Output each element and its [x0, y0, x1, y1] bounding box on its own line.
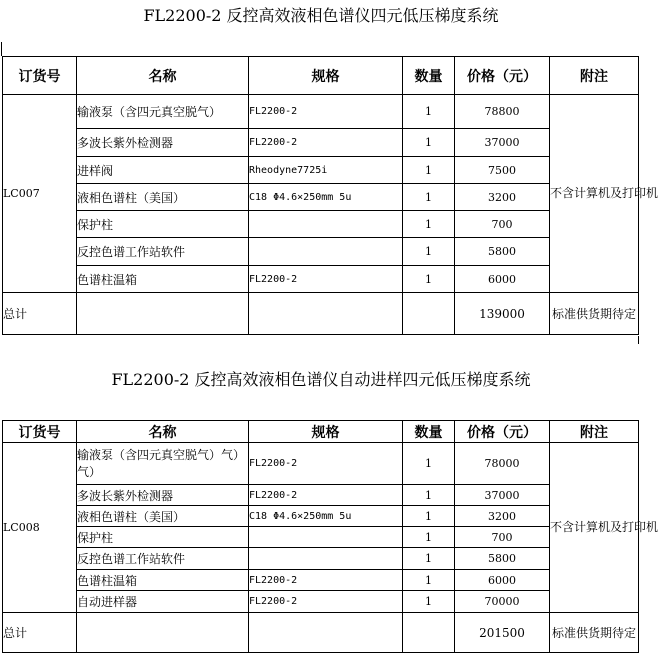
table-row — [3, 485, 639, 506]
item-name: 色谱柱温箱 — [77, 266, 249, 293]
item-price: 3200 — [455, 184, 550, 211]
item-price: 6000 — [455, 266, 550, 293]
item-spec: FL2200-2 — [249, 129, 403, 157]
item-name: 输液泵（含四元真空脱气）气）气） — [77, 443, 249, 485]
note-cell: 不含计算机及打印机 — [550, 443, 639, 613]
header-note: 附注 — [550, 421, 639, 443]
item-name: 保护柱 — [77, 527, 249, 548]
header-qty: 数量 — [403, 57, 455, 95]
item-qty: 1 — [403, 485, 455, 506]
total-note: 标准供货期待定 — [550, 293, 639, 335]
empty-cell — [77, 613, 249, 653]
item-name: 液相色谱柱（美国） — [77, 506, 249, 527]
item-name: 反控色谱工作站软件 — [77, 238, 249, 266]
item-qty: 1 — [403, 591, 455, 613]
item-spec: FL2200-2 — [249, 266, 403, 293]
header-note: 附注 — [550, 57, 639, 95]
item-price: 70000 — [455, 591, 550, 613]
header-qty: 数量 — [403, 421, 455, 443]
item-price: 78000 — [455, 443, 550, 485]
table-row — [3, 238, 639, 266]
table1-header-row — [3, 57, 639, 95]
empty-cell — [403, 293, 455, 335]
item-name: 输液泵（含四元真空脱气） — [77, 95, 249, 129]
table1-total-row — [3, 293, 639, 335]
note-cell: 不含计算机及打印机 — [550, 95, 639, 293]
empty-cell — [403, 613, 455, 653]
item-price: 3200 — [455, 506, 550, 527]
item-qty: 1 — [403, 238, 455, 266]
table1 — [2, 56, 658, 335]
item-name: 自动进样器 — [77, 591, 249, 613]
table-row — [3, 266, 639, 293]
table-row — [3, 157, 639, 184]
item-price: 37000 — [455, 129, 550, 157]
table-row — [3, 527, 639, 548]
item-qty: 1 — [403, 95, 455, 129]
empty-cell — [249, 293, 403, 335]
table-row — [3, 211, 639, 238]
table-row — [3, 95, 639, 129]
item-price: 700 — [455, 527, 550, 548]
item-price: 700 — [455, 211, 550, 238]
table-row — [3, 129, 639, 157]
item-name: 液相色谱柱（美国） — [77, 184, 249, 211]
table2-header-row — [3, 421, 639, 443]
table-row — [3, 570, 639, 591]
header-spec: 规格 — [249, 421, 403, 443]
item-qty: 1 — [403, 157, 455, 184]
item-qty: 1 — [403, 184, 455, 211]
table2-total-row — [3, 613, 639, 653]
item-qty: 1 — [403, 506, 455, 527]
item-spec: FL2200-2 — [249, 570, 403, 591]
table-row — [3, 591, 639, 613]
item-qty: 1 — [403, 266, 455, 293]
item-name: 反控色谱工作站软件 — [77, 548, 249, 570]
item-name: 色谱柱温箱 — [77, 570, 249, 591]
item-price: 5800 — [455, 238, 550, 266]
item-price: 7500 — [455, 157, 550, 184]
table1-title: FL2200-2 反控高效液相色谱仪四元低压梯度系统 — [143, 6, 499, 25]
item-qty: 1 — [403, 443, 455, 485]
item-spec: FL2200-2 — [249, 443, 403, 485]
header-order-no: 订货号 — [3, 421, 77, 443]
table-row — [3, 506, 639, 527]
item-spec: Rheodyne7725i — [249, 157, 403, 184]
item-spec: C18 Φ4.6×250mm 5u — [249, 184, 403, 211]
edge-mark — [1, 42, 2, 56]
item-name: 多波长紫外检测器 — [77, 129, 249, 157]
item-qty: 1 — [403, 548, 455, 570]
item-qty: 1 — [403, 129, 455, 157]
total-price: 201500 — [455, 613, 550, 653]
table2 — [2, 420, 658, 653]
header-spec: 规格 — [249, 57, 403, 95]
order-no-cell: LC008 — [3, 443, 77, 613]
header-name: 名称 — [77, 57, 249, 95]
header-price: 价格（元） — [455, 421, 550, 443]
item-spec — [249, 527, 403, 548]
header-order-no: 订货号 — [3, 57, 77, 95]
table-row — [3, 548, 639, 570]
table2-title: FL2200-2 反控高效液相色谱仪自动进样四元低压梯度系统 — [111, 370, 531, 389]
item-price: 78800 — [455, 95, 550, 129]
item-spec: FL2200-2 — [249, 95, 403, 129]
item-spec: FL2200-2 — [249, 485, 403, 506]
order-no-cell: LC007 — [3, 95, 77, 293]
item-price: 5800 — [455, 548, 550, 570]
item-spec: FL2200-2 — [249, 591, 403, 613]
edge-mark — [638, 336, 639, 344]
empty-cell — [77, 293, 249, 335]
total-label: 总计 — [3, 293, 77, 335]
header-price: 价格（元） — [455, 57, 550, 95]
item-price: 37000 — [455, 485, 550, 506]
item-spec — [249, 211, 403, 238]
item-qty: 1 — [403, 211, 455, 238]
item-qty: 1 — [403, 527, 455, 548]
total-note: 标准供货期待定 — [550, 613, 639, 653]
empty-cell — [249, 613, 403, 653]
table-row — [3, 184, 639, 211]
table-row — [3, 443, 639, 485]
header-name: 名称 — [77, 421, 249, 443]
item-name: 进样阀 — [77, 157, 249, 184]
total-label: 总计 — [3, 613, 77, 653]
item-price: 6000 — [455, 570, 550, 591]
item-name: 保护柱 — [77, 211, 249, 238]
item-name: 多波长紫外检测器 — [77, 485, 249, 506]
total-price: 139000 — [455, 293, 550, 335]
item-spec: C18 Φ4.6×250mm 5u — [249, 506, 403, 527]
item-spec — [249, 238, 403, 266]
item-qty: 1 — [403, 570, 455, 591]
item-spec — [249, 548, 403, 570]
